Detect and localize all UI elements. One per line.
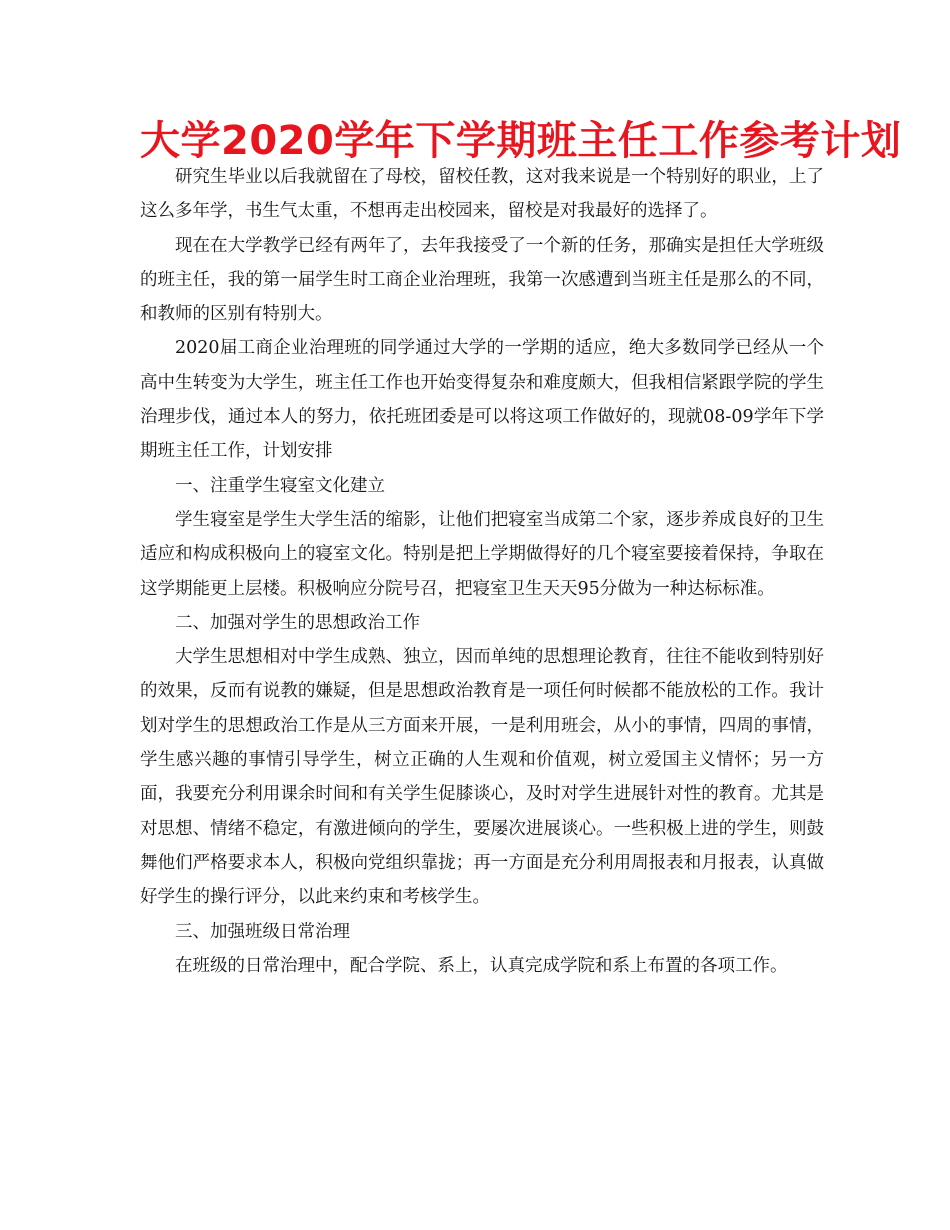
- section-heading: 二、加强对学生的思想政治工作: [175, 612, 420, 633]
- section-heading: 一、注重学生寝室文化建立: [175, 475, 385, 496]
- document-body: [140, 160, 824, 983]
- document-title: 大学2020学年下学期班主任工作参考计划: [140, 118, 902, 164]
- paragraph: 现在在大学教学已经有两年了，去年我接受了一个新的任务，那确实是担任大学班级的班主任，我的第一届学生时工商企业治理班，我第一次感遭到当班主任是那么的不同，和教师的区别有特别大。: [140, 235, 824, 325]
- paragraph: 学生寝室是学生大学生活的缩影，让他们把寝室当成第二个家，逐步养成良好的卫生适应和构成积极向上的寝室文化。特别是把上学期做得好的几个寝室要接着保持，争取在这学期能更上层楼。积极响应分院号召，把寝室卫生天天95分做为一种达标标准。: [140, 509, 824, 599]
- paragraph: 研究生毕业以后我就留在了母校，留校任教，这对我来说是一个特别好的职业，上了这么多年学，书生气太重，不想再走出校园来，留校是对我最好的选择了。: [140, 167, 824, 222]
- paragraph: 大学生思想相对中学生成熟、独立，因而单纯的思想理论教育，往往不能收到特别好的效果，反而有说教的嫌疑，但是思想政治教育是一项任何时候都不能放松的工作。我计划对学生的思想政治工作是从三方面来开展，一是利用班会，从小的事情，四周的事情，学生感兴趣的事情引导学生，树立正确的人生观和价值观，树立爱国主义情怀；另一方面，我要充分利用课余时间和有关学生促膝谈心，及时对学生进展针对性的教育。尤其是对思想、情绪不稳定，有激进倾向的学生，要屡次进展谈心。一些积极上进的学生，则鼓舞他们严格要求本人，积极向党组织靠拢；再一方面是充分利用周报表和月报表，认真做好学生的操行评分，以此来约束和考核学生。: [140, 647, 824, 908]
- paragraph: 2020届工商企业治理班的同学通过大学的一学期的适应，绝大多数同学已经从一个高中生转变为大学生，班主任工作也开始变得复杂和难度颇大，但我相信紧跟学院的学生治理步伐，通过本人的努力，依托班团委是可以将这项工作做好的，现就08-09学年下学期班主任工作，计划安排: [140, 338, 824, 462]
- paragraph: 在班级的日常治理中，配合学院、系上，认真完成学院和系上布置的各项工作。: [175, 955, 788, 976]
- section-heading: 三、加强班级日常治理: [175, 921, 350, 942]
